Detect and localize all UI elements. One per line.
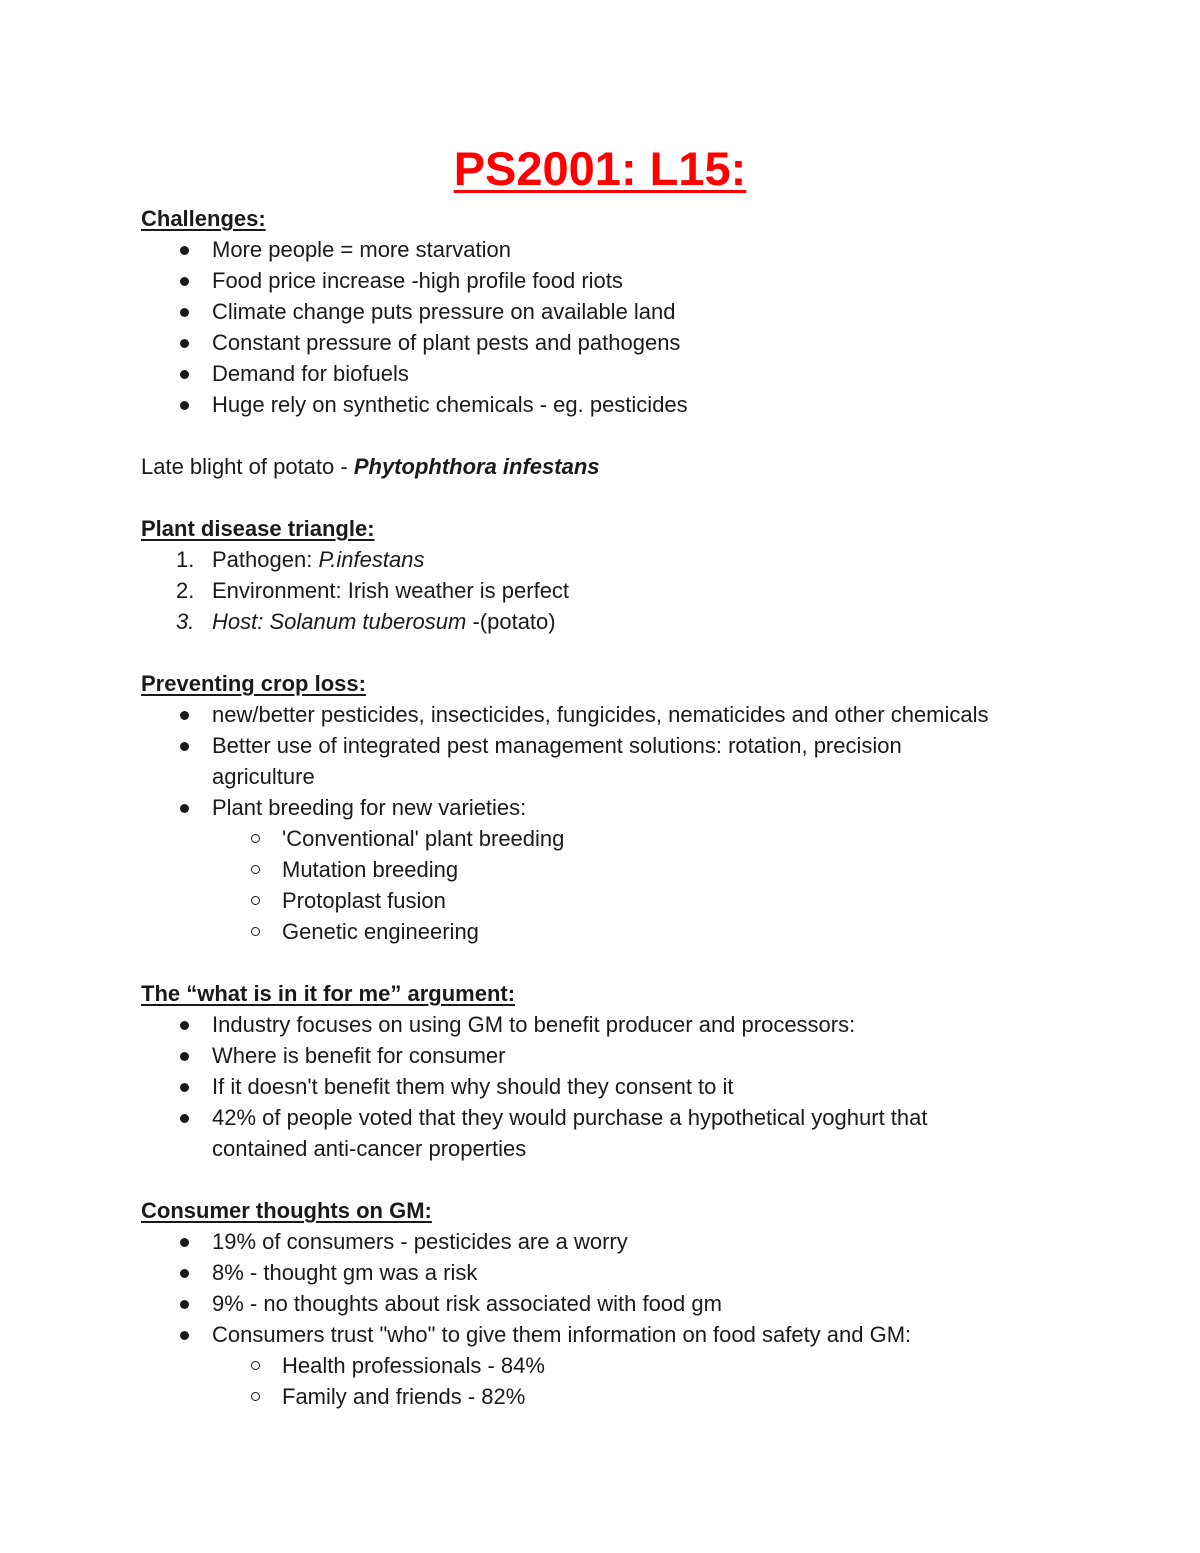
late-blight-line: Late blight of potato - Phytophthora infestans [141, 454, 600, 479]
numbered-item: 2. Environment: Irish weather is perfect [176, 578, 570, 603]
list-item-continuation: agriculture [212, 764, 315, 789]
bullet-icon [180, 804, 189, 813]
bullet-icon [180, 1052, 189, 1061]
sub-list-item: Mutation breeding [141, 854, 1141, 885]
list-item: Plant breeding for new varieties: [141, 792, 1141, 823]
bullet-icon [180, 1021, 189, 1030]
bullet-icon [180, 339, 189, 348]
challenges-heading: Challenges: [141, 206, 266, 231]
sub-list-item: 'Conventional' plant breeding [141, 823, 1141, 854]
bullet-icon [180, 1238, 189, 1247]
disease-triangle-heading: Plant disease triangle: [141, 516, 375, 541]
list-item: Food price increase -high profile food riots [141, 265, 1141, 296]
list-item: Better use of integrated pest management solutions: rotation, precision [141, 730, 1141, 761]
list-item-continuation: contained anti-cancer properties [212, 1136, 527, 1161]
sub-list-item: Health professionals - 84% [141, 1350, 1141, 1381]
bullet-icon [180, 401, 189, 410]
sub-list-item: Protoplast fusion [141, 885, 1141, 916]
bullet-icon [180, 1114, 189, 1123]
circle-bullet-icon [251, 1361, 260, 1370]
sub-list-item: Family and friends - 82% [141, 1381, 1141, 1412]
circle-bullet-icon [251, 865, 260, 874]
numbered-item: 1. Pathogen: P.infestans [176, 547, 425, 572]
bullet-icon [180, 742, 189, 751]
consumer-heading: Consumer thoughts on GM: [141, 1198, 432, 1223]
title-text: PS2001: L15: [453, 142, 747, 195]
sub-list-item: Genetic engineering [141, 916, 1141, 947]
crop-loss-heading: Preventing crop loss: [141, 671, 366, 696]
list-item: If it doesn't benefit them why should they consent to it [141, 1071, 1141, 1102]
bullet-icon [180, 1269, 189, 1278]
bullet-icon [180, 1331, 189, 1340]
list-item: Industry focuses on using GM to benefit producer and processors: [141, 1009, 1141, 1040]
bullet-icon [180, 308, 189, 317]
list-item: new/better pesticides, insecticides, fungicides, nematicides and other chemicals [141, 699, 1141, 730]
list-item: Demand for biofuels [141, 358, 1141, 389]
list-item: Constant pressure of plant pests and pathogens [141, 327, 1141, 358]
circle-bullet-icon [251, 896, 260, 905]
list-item: Where is benefit for consumer [141, 1040, 1141, 1071]
list-item: Climate change puts pressure on available land [141, 296, 1141, 327]
list-item: 19% of consumers - pesticides are a worry [141, 1226, 1141, 1257]
numbered-item: 3. Host: Solanum tuberosum -(potato) [176, 609, 556, 634]
list-item: More people = more starvation [141, 234, 1141, 265]
bullet-icon [180, 1083, 189, 1092]
notes-body [141, 203, 1141, 1412]
list-item: Consumers trust "who" to give them information on food safety and GM: [141, 1319, 1141, 1350]
list-item: 42% of people voted that they would purchase a hypothetical yoghurt that [141, 1102, 1141, 1133]
page-title [0, 138, 1200, 200]
list-item: 8% - thought gm was a risk [141, 1257, 1141, 1288]
bullet-icon [180, 246, 189, 255]
bullet-icon [180, 370, 189, 379]
circle-bullet-icon [251, 927, 260, 936]
bullet-icon [180, 277, 189, 286]
list-item: 9% - no thoughts about risk associated with food gm [141, 1288, 1141, 1319]
bullet-icon [180, 1300, 189, 1309]
list-item: Huge rely on synthetic chemicals - eg. pesticides [141, 389, 1141, 420]
bullet-icon [180, 711, 189, 720]
species-name: Phytophthora infestans [353, 454, 600, 479]
circle-bullet-icon [251, 1392, 260, 1401]
argument-heading: The “what is in it for me” argument: [141, 981, 516, 1006]
circle-bullet-icon [251, 834, 260, 843]
